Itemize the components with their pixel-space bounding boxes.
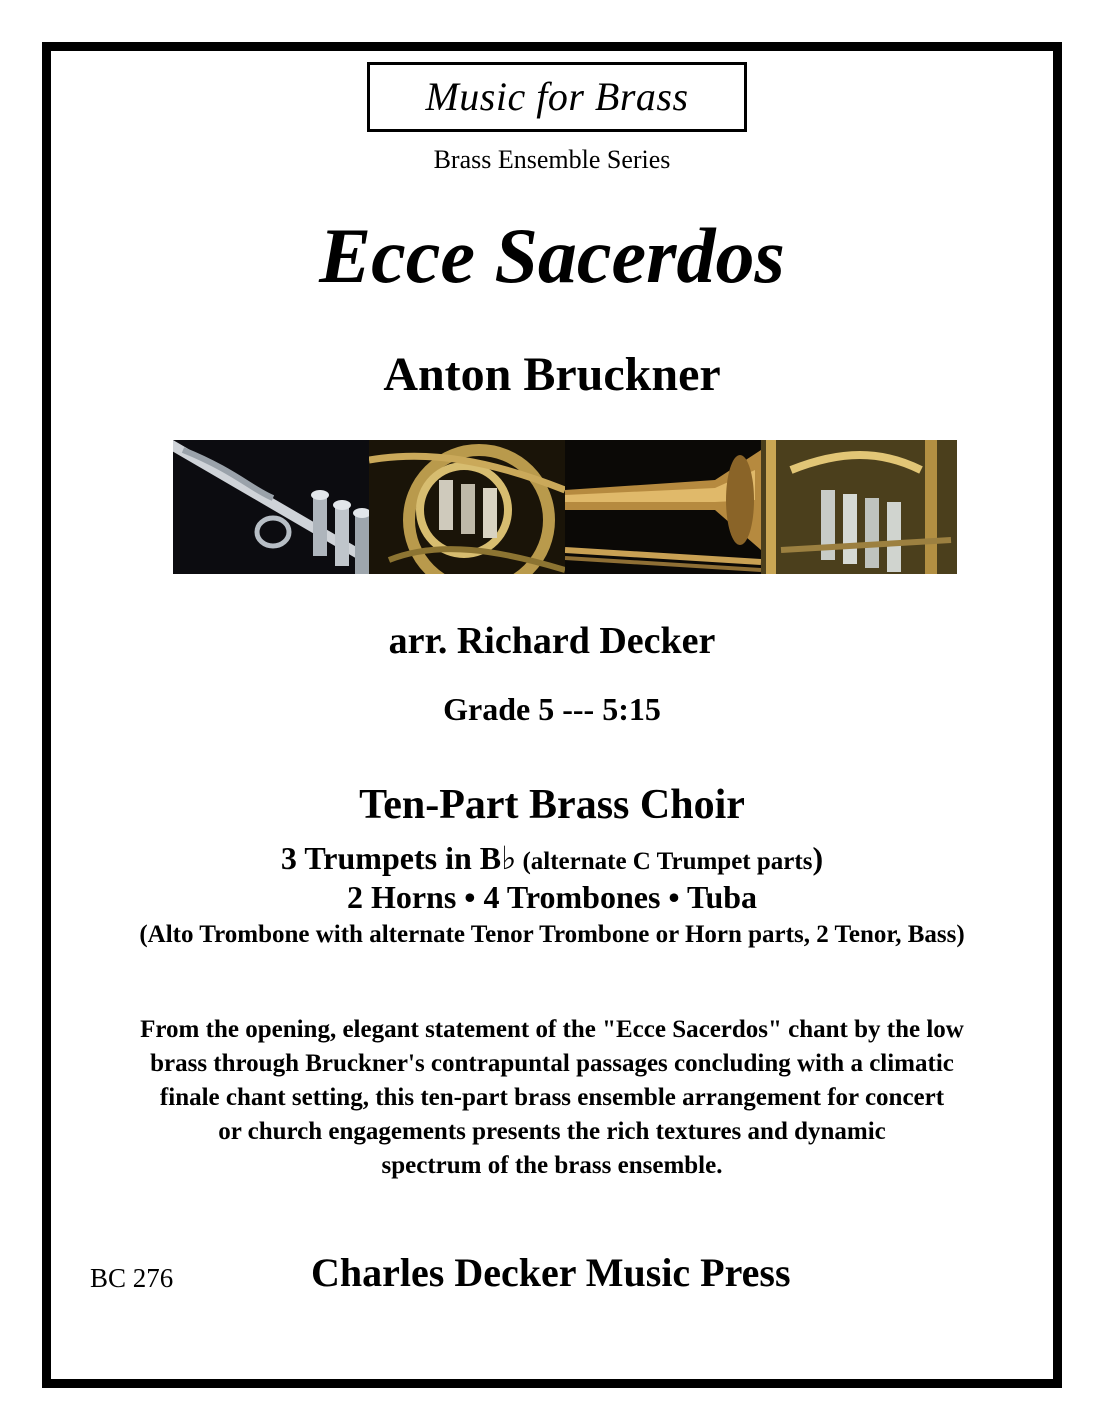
ensemble-heading: Ten-Part Brass Choir [359, 782, 745, 828]
trumpets-text: 3 Trumpets in B♭ [280, 840, 517, 876]
description-line: From the opening, elegant statement of the "Ecce Sacerdos" chant by the low [140, 1016, 964, 1043]
series-logo [367, 62, 747, 132]
catalog-number: BC 276 [90, 1263, 174, 1293]
instrumentation-line-2: 2 Horns • 4 Trombones • Tuba [346, 879, 758, 915]
instrument-photo-strip [173, 440, 957, 574]
trumpet-photo [173, 440, 369, 574]
description-line: finale chant setting, this ten-part brass ensemble arrangement for concert [159, 1084, 945, 1111]
instrumentation-line-1 [51, 839, 1053, 877]
description-line: brass through Bruckner's contrapuntal passages concluding with a climatic [150, 1050, 954, 1077]
trumpets-close-paren: ) [812, 840, 824, 876]
trombone-photo [565, 440, 761, 574]
description [51, 1013, 1053, 1183]
instrumentation-line-3: (Alto Trombone with alternate Tenor Trombone or Horn parts, 2 Tenor, Bass) [139, 921, 965, 948]
piece-title: Ecce Sacerdos [319, 212, 785, 299]
series-logo-text: Music for Brass [425, 74, 689, 119]
tuba-photo [761, 440, 957, 574]
horn-photo [369, 440, 565, 574]
grade-duration: Grade 5 --- 5:15 [443, 691, 661, 727]
trumpets-alternate-note: (alternate C Trumpet parts [516, 848, 813, 875]
series-name: Brass Ensemble Series [433, 145, 671, 174]
composer-name: Anton Bruckner [383, 348, 721, 401]
description-line: spectrum of the brass ensemble. [381, 1152, 723, 1179]
publisher-name: Charles Decker Music Press [311, 1250, 791, 1295]
description-line: or church engagements presents the rich textures and dynamic [218, 1118, 886, 1145]
arranger-credit: arr. Richard Decker [388, 620, 716, 662]
page-border [42, 42, 1062, 1388]
